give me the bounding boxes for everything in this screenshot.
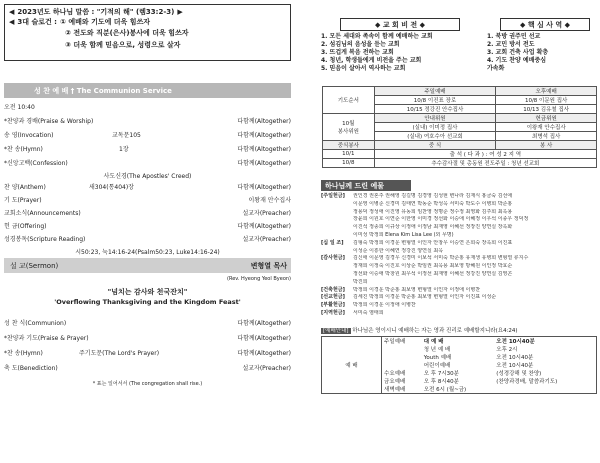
list-item: [부활헌금] 박정희 이경운 이정애 이병찬: [321, 302, 416, 309]
order-item: *찬 송(Hymn) 1장 다함께(Altogether): [4, 146, 291, 153]
table-cell: 주일예배: [384, 339, 406, 345]
bullet-icon: ◀: [9, 18, 15, 26]
vision-list: [321, 33, 481, 73]
offering-list: [321, 193, 597, 318]
duty-table: [322, 86, 597, 168]
table-row: 수요예배 오 후 7시30분 (성경강해 및 찬양): [384, 371, 542, 377]
table-row: [323, 141, 597, 150]
vision-title: ◆ 교 회 비 전 ◆: [340, 18, 460, 31]
order-item: 교회소식(Announcements) 설교자(Preacher): [4, 210, 291, 217]
table-row: 새벽예배 오전 6시 (월~금): [384, 387, 467, 393]
duty-month-label: 10월 봉사위원: [323, 114, 375, 141]
scripture-line: 시50:23, 눅14:16-24(Psalm50:23, Luke14:16-24): [75, 249, 220, 256]
list-item: 장윤희 이원호 이연순 이한영 이미경 정선화 이승애 이혜정 이우석 이종우 정덕정: [353, 216, 529, 223]
service-title: 성 찬 예 배 † The Communion Service: [34, 86, 172, 95]
table-cell: 10/8 이진표 장로: [374, 96, 496, 105]
worship-notice: [예배안내] 하나님은 영이시니 예배하는 자는 영과 진리로 예배할지니라(요4:24): [323, 328, 518, 334]
service-title-bar: [4, 83, 291, 98]
standing-footnote: * 표는 일어서서 (The congregation shall rise.): [92, 381, 203, 387]
duty-col-guide: 안내위원: [374, 114, 496, 123]
table-cell: (실내) 여호수아 선교회: [374, 132, 496, 141]
order-item: *찬양과 기도(Praise & Prayer) 다함께(Altogether): [4, 335, 291, 342]
table-cell: (실내) 이미정 집사: [374, 123, 496, 132]
list-item: 이문영 이병준 신경미 김태연 박동순 박성옥 서미숙 박도수 이병희 박준홍: [353, 200, 513, 207]
list-item: 이미성 박정희 Elena Kim Lisa Lee (외 무명): [353, 231, 454, 238]
list-item: [건축헌금] 박정희 이경운 박준홍 최보영 변형열 이인자 이정애 이병찬: [321, 286, 481, 293]
list-item: 3. 뜨겁게 복음 전하는 교회: [321, 49, 394, 56]
list-item: 1. 북방 권주민 선교: [487, 33, 541, 40]
table-row: [322, 337, 597, 346]
order-item: 송 영(Invocation) 교독문105 다함께(Altogether): [4, 132, 291, 139]
table-cell: 봉 사: [496, 141, 597, 150]
table-cell: 10/8: [323, 159, 375, 168]
table-row: 금요예배 오 후 8시40분 (찬양과경배, 말씀과기도): [384, 379, 558, 385]
table-cell: 최병석 집사: [496, 132, 597, 141]
order-item: *신앙고백(Confession) 다함께(Altogether): [4, 160, 291, 167]
tasks-list: [487, 33, 597, 73]
motto-slogan-row: [9, 17, 286, 27]
list-item: 이진석 정종희 이규상 이정애 이정남 최재영 이혜선 정장진 양연실 장옥화: [353, 224, 513, 231]
order-item: 기 도(Prayer) 이왕재 안수집사: [4, 197, 291, 204]
table-cell: 출 석 ( 다 과 ) : 여 성 2 지 역: [374, 150, 596, 159]
motto-slogan-label: 3대 슬로건 :: [17, 18, 57, 26]
table-row: 어린이예배 오전 10시40분: [423, 363, 534, 369]
table-cell: 10/15 정강진 안수집사: [374, 105, 496, 114]
creed-line: 사도신경(The Apostles' Creed): [103, 173, 192, 180]
order-item: 성경봉독(Scripture Reading) 설교자(Preacher): [4, 236, 291, 243]
list-item: 2. 교민 방서 전도: [487, 41, 535, 48]
tasks-title: ◆ 핵 심 사 역 ◆: [500, 18, 590, 31]
table-row: [323, 159, 597, 168]
sermon-title: "넘치는 감사와 천국잔치": [107, 288, 188, 296]
preacher-en-line: (Rev. Hyeong Yeol Byeon): [227, 276, 291, 282]
order-item: *찬양과 경배(Praise & Worship) 다함께(Altogether): [4, 118, 291, 125]
motto-slogan-1: ① 예배와 기도에 더욱 힘쓰자: [59, 18, 151, 26]
duty-col-offer: 헌금위원: [496, 114, 597, 123]
list-item: [지역헌금] 서미숙 염태희: [321, 309, 384, 316]
table-cell: 10/1: [323, 150, 375, 159]
table-row: 청 년 예 배 오후 2시: [423, 347, 518, 353]
table-row: [323, 87, 597, 96]
list-item: [선교헌금] 김세진 박정희 이경운 박준홍 최보영 변형열 이인자 이진표 이성순: [321, 294, 497, 301]
table-cell: 추수감사절 및 총동원 전도주일 : 청년 선교회: [374, 159, 596, 168]
order-item: *찬 송(Hymn) 주기도문(The Lord's Prayer) 다함께(Altogether): [4, 350, 291, 357]
times-side-label: 예 배: [322, 337, 382, 394]
duty-col-evening: 오후예배: [496, 87, 597, 96]
table-row: [323, 114, 597, 123]
duty-row-label: 기도순서: [323, 87, 375, 114]
list-item: 정용덕 정성애 이진영 유동희 임찬영 정명준 정수정 최영화 김주희 최옥용: [353, 208, 513, 215]
list-item: 이성순 이흥한 이혜연 정강진 양연실 최옥: [353, 247, 444, 254]
order-item: 성 찬 식(Communion) 다함께(Altogether): [4, 320, 291, 327]
table-cell: 중 식: [374, 141, 496, 150]
offering-title: 하나님께 드린 예물: [321, 180, 411, 191]
event-label: 중식봉사: [323, 141, 375, 150]
sermon-title-en: 'Overflowing Thanksgiving and the Kingdom Feast': [54, 298, 241, 306]
table-cell: 10/13 김유철 집사: [496, 105, 597, 114]
list-item: 1. 모든 세대와 족속이 함께 예배하는 교회: [321, 33, 433, 40]
list-item: 3. 교회 건축 사업 확충: [487, 49, 549, 56]
list-item: 가속화: [487, 65, 505, 72]
list-item: 정재희 이정숙 이진호 이상순 박임권 최옥용 최보영 방혜원 이인정 박효순: [353, 263, 513, 270]
list-item: 4. 기도 찬양 예배중심: [487, 57, 547, 64]
table-cell: 10/8 이문원 집사: [496, 96, 597, 105]
motto-year-row: [9, 7, 286, 17]
table-row: [323, 150, 597, 159]
motto-slogan-3: ③ 더욱 함께 믿음으로, 성령으로 살자: [65, 41, 181, 49]
order-item: 찬 양(Anthem) 새304(통404)장 다함께(Altogether): [4, 184, 291, 191]
list-item: 2. 섬김님의 음성을 듣는 교회: [321, 41, 400, 48]
preacher-name: 변형열 목사: [250, 261, 287, 270]
table-cell: 오전 10시40분: [496, 339, 535, 345]
list-item: 정선화 이승애 박창원 최우석 이정선 최재영 이혜선 정강진 양연실 김영곤: [353, 270, 513, 277]
order-item: 헌 금(Offering) 다함께(Altogether): [4, 223, 291, 230]
order-item: 축 도(Benediction) 설교자(Preacher): [4, 365, 291, 372]
bullet-icon: ◀: [9, 8, 15, 16]
motto-box: [4, 4, 291, 61]
service-time: 오전 10:40: [4, 104, 35, 111]
list-item: [주일헌금] 권인경 권혼주 권해영 김길명 김경영 김성현 변나라 김재식 홍금숙 김선애: [321, 193, 513, 199]
duty-col-main: 주일예배: [374, 87, 496, 96]
list-item: 5. 믿음이 살아서 역사하는 교회: [321, 65, 406, 72]
list-item: 박진희: [353, 278, 368, 285]
list-item: 4. 청년, 학생들에게 비전을 주는 교회: [321, 57, 422, 64]
worship-times-table: [321, 336, 597, 394]
sermon-bar: [4, 258, 291, 273]
table-cell: 이왕재 안수집사: [496, 123, 597, 132]
list-item: [감사헌금] 김신애 이문영 김경우 신경미 이보석 서미숙 박준홍 유재생 유병희 변형열 류지수: [321, 255, 529, 262]
sermon-label: 설 교(Sermon): [10, 261, 59, 270]
motto-year-title: 2023년도 하나님 말씀 : "기적의 해" (렘33:2-3): [17, 8, 175, 16]
table-cell: 대 예 배: [423, 339, 444, 345]
bullet-icon: ▶: [177, 8, 183, 16]
list-item: [십 일 조] 김형숙 박정희 이경운 변형열 이인자 안창우 이승연 은희숙 장옥희 이진표: [321, 239, 513, 246]
motto-slogan-2: ② 전도와 직분(은사)봉사에 더욱 힘쓰자: [65, 29, 189, 37]
table-row: Youth 예배 오전 10시40분: [423, 355, 534, 361]
